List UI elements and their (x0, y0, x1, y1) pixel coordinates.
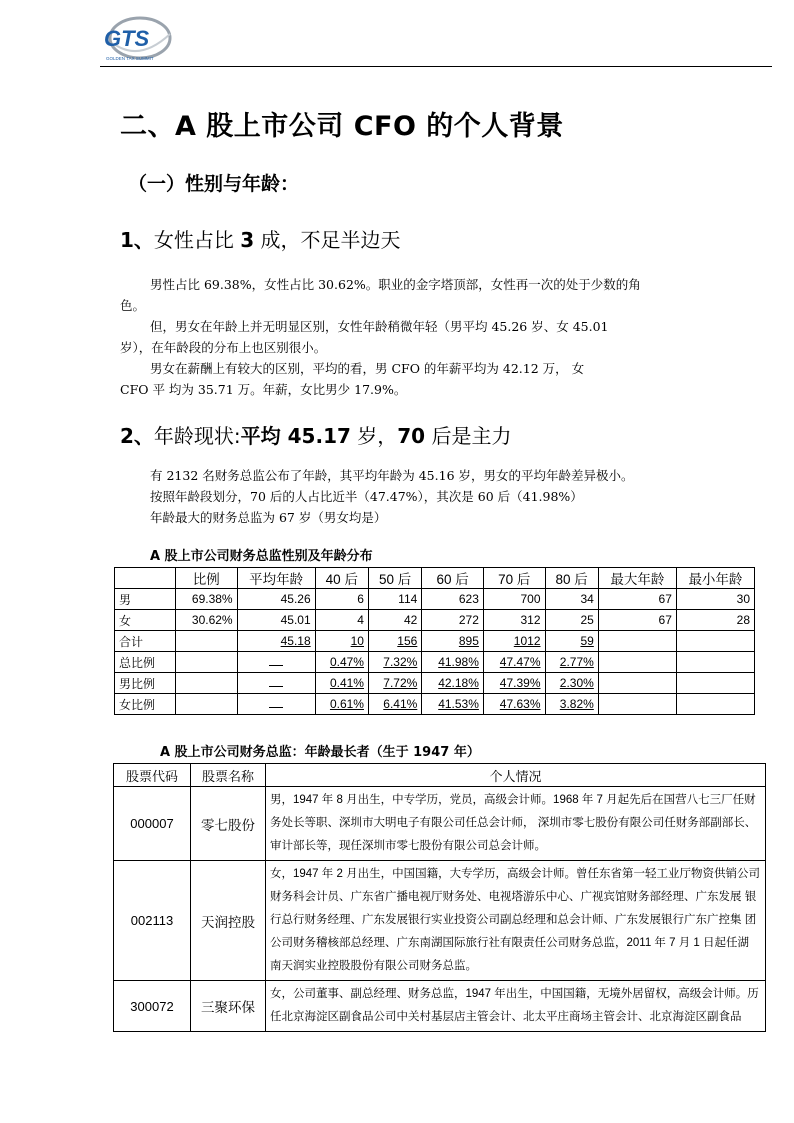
table-cell (545, 673, 598, 694)
table-cell (176, 652, 238, 673)
table-cell: 312 (483, 610, 545, 631)
profile-cell: 男，1947 年 8 月出生，中专学历，党员，高级会计师。1968 年 7 月起先后在国营八七三厂任财务处长等职、深圳市大明电子有限公司任总会计师， 深圳市零七股份有限公司任财务部副部长、审计部长等，现任深圳市零七股份有限公司总会计师。 (266, 787, 766, 861)
table-cell: 30.62% (176, 610, 238, 631)
table-cell (598, 673, 676, 694)
table-cell: 623 (422, 589, 484, 610)
cell-value: 41.53% (438, 697, 479, 711)
cell-value: 895 (458, 634, 479, 648)
row-label: 男 (115, 589, 176, 610)
table-row (114, 787, 766, 861)
column-header: 比例 (176, 568, 238, 589)
column-header: 最小年龄 (676, 568, 754, 589)
column-header: 股票代码 (114, 764, 191, 787)
subheading-2-text-c: 后是主力 (425, 424, 512, 448)
cell-value: 7.32% (383, 655, 418, 669)
table-cell (422, 631, 484, 652)
column-header: 个人情况 (266, 764, 766, 787)
cell-value: 2.30% (559, 676, 594, 690)
paragraph-line: CFO 平 均为 35.71 万。年薪，女比男少 17.9%。 (120, 382, 407, 397)
table-cell (315, 652, 368, 673)
subheading-2-text-a: 年龄现状: (153, 424, 241, 448)
header-rule (100, 66, 772, 67)
table-cell (368, 652, 421, 673)
profile-cell: 女，1947 年 2 月出生，中国国籍，大专学历，高级会计师。曾任东省第一轻工业厅物资供销公司财务科会计员、广东省广播电视厅财务处、电视塔游乐中心、广视宾馆财务部经理、广东发展 银行总行财务经理、广东发展银行实业投资公司副总经理和总会计师、广东发展银行广东广控集 团公司财务稽核部总经理、广东南湖国际旅行社有限责任公司财务总监，2011 年 7 月 1 日起任湖 南天润实业控股股份有限公司财务总监。 (266, 861, 766, 981)
cell-value: 47.47% (499, 655, 541, 669)
row-label: 合计 (115, 631, 176, 652)
table-cell (176, 694, 238, 715)
table-cell (315, 631, 368, 652)
table-cell (315, 694, 368, 715)
table-cell (237, 694, 315, 715)
dash-mark (269, 699, 283, 708)
stock-code-cell: 002113 (114, 861, 191, 981)
column-header: 80 后 (545, 568, 598, 589)
paragraph-line: 但，男女在年龄上并无明显区别，女性年龄稍微年轻（男平均 45.26 岁、女 45.01 (150, 319, 609, 334)
paragraph-line: 年龄最大的财务总监为 67 岁（男女均是） (150, 510, 387, 525)
column-header: 60 后 (422, 568, 484, 589)
subheading-2-number: 2、 (120, 424, 154, 448)
page-title: 二、A 股上市公司 CFO 的个人背景 (120, 111, 564, 142)
gender-age-table (114, 567, 755, 715)
cell-value: 0.47% (329, 655, 364, 669)
stock-name-cell: 天润控股 (191, 861, 266, 981)
cell-value: 2.77% (559, 655, 594, 669)
subheading-2-text-b: 岁， (350, 424, 398, 448)
page-header (0, 0, 794, 70)
svg-text:GTS: GTS (104, 26, 150, 51)
table-cell (368, 631, 421, 652)
column-header: 70 后 (483, 568, 545, 589)
paragraph-line: 色。 (120, 298, 146, 313)
paragraph-line: 按照年龄段划分，70 后的人占比近半（47.47%），其次是 60 后（41.98%） (150, 489, 583, 504)
table-header-row (114, 764, 766, 787)
svg-text:GOLDEN TAX SUMMIT: GOLDEN TAX SUMMIT (106, 56, 154, 61)
cell-value: 59 (580, 634, 594, 648)
table-cell (676, 631, 754, 652)
table-cell: 25 (545, 610, 598, 631)
gts-logo (100, 14, 174, 66)
table-cell: 34 (545, 589, 598, 610)
cell-value: 45.18 (280, 634, 311, 648)
subheading-1-text-b: 成，不足半边天 (254, 228, 401, 252)
row-label: 女 (115, 610, 176, 631)
cell-value: 10 (350, 634, 364, 648)
cell-value: 0.61% (329, 697, 364, 711)
table-row (115, 610, 755, 631)
cell-value: 3.82% (559, 697, 594, 711)
paragraph-line: 有 2132 名财务总监公布了年龄，其平均年龄为 45.16 岁，男女的平均年龄差异极小。 (150, 468, 634, 483)
column-header: 40 后 (315, 568, 368, 589)
table1-caption: A 股上市公司财务总监性别及年龄分布 (150, 549, 373, 564)
subheading-1 (120, 224, 401, 253)
table-cell (237, 652, 315, 673)
cell-value: 41.98% (438, 655, 479, 669)
table-row (115, 631, 755, 652)
cell-value: 7.72% (383, 676, 418, 690)
table-cell (676, 694, 754, 715)
table-row (115, 652, 755, 673)
oldest-cfo-table (113, 763, 766, 1032)
subheading-1-bold: 3 (240, 228, 255, 252)
table-cell: 67 (598, 610, 676, 631)
stock-name-cell: 三聚环保 (191, 981, 266, 1032)
table-row (114, 981, 766, 1032)
section-heading: （一）性别与年龄： (128, 173, 300, 195)
paragraph-line: 男女在薪酬上有较大的区别，平均的看，男 CFO 的年薪平均为 42.12 万， 女 (150, 361, 585, 376)
subheading-2 (120, 420, 511, 449)
cell-value: 156 (397, 634, 418, 648)
table-cell (545, 694, 598, 715)
table-row (115, 673, 755, 694)
stock-code-cell: 000007 (114, 787, 191, 861)
table-cell: 28 (676, 610, 754, 631)
table-cell (368, 673, 421, 694)
table-cell (176, 673, 238, 694)
cell-value: 1012 (513, 634, 541, 648)
table2-caption: A 股上市公司财务总监：年龄最长者（生于 1947 年） (160, 745, 480, 760)
column-header: 最大年龄 (598, 568, 676, 589)
row-label: 男比例 (115, 673, 176, 694)
table-cell (176, 631, 238, 652)
table-cell (545, 652, 598, 673)
table-cell: 42 (368, 610, 421, 631)
table-row (115, 589, 755, 610)
cell-value: 6.41% (383, 697, 418, 711)
table-cell (483, 631, 545, 652)
table-cell (598, 631, 676, 652)
profile-cell: 女，公司董事、副总经理、财务总监，1947 年出生，中国国籍，无境外居留权，高级会计师。历任北京海淀区副食品公司中关村基层店主管会计、北太平庄商场主管会计、北京海淀区副食品 (266, 981, 766, 1032)
table-cell: 700 (483, 589, 545, 610)
dash-mark (269, 657, 283, 666)
table-cell: 45.26 (237, 589, 315, 610)
cell-value: 42.18% (438, 676, 479, 690)
table-cell: 30 (676, 589, 754, 610)
dash-mark (269, 678, 283, 687)
table-cell (422, 652, 484, 673)
row-label: 总比例 (115, 652, 176, 673)
table-cell (676, 652, 754, 673)
table-cell: 45.01 (237, 610, 315, 631)
table-cell: 69.38% (176, 589, 238, 610)
table-cell: 6 (315, 589, 368, 610)
table-cell (598, 694, 676, 715)
cell-value: 47.39% (499, 676, 541, 690)
table-cell (598, 652, 676, 673)
table-cell (368, 694, 421, 715)
paragraph-line: 岁），在年龄段的分布上也区别很小。 (120, 340, 327, 355)
column-header: 50 后 (368, 568, 421, 589)
table-cell (422, 673, 484, 694)
table-cell (483, 673, 545, 694)
table-cell (545, 631, 598, 652)
subheading-1-number: 1、 (120, 228, 154, 252)
table-cell: 67 (598, 589, 676, 610)
column-header (115, 568, 176, 589)
subheading-2-bold-a: 平均 45.17 (240, 424, 351, 448)
table-cell: 4 (315, 610, 368, 631)
row-label: 女比例 (115, 694, 176, 715)
table-cell (483, 694, 545, 715)
table-cell (315, 673, 368, 694)
subheading-2-bold-b: 70 (397, 424, 426, 448)
table-cell (237, 631, 315, 652)
cell-value: 47.63% (499, 697, 541, 711)
subheading-1-text-a: 女性占比 (153, 228, 241, 252)
table-row (114, 861, 766, 981)
table-cell (676, 673, 754, 694)
table-cell (237, 673, 315, 694)
column-header: 平均年龄 (237, 568, 315, 589)
stock-code-cell: 300072 (114, 981, 191, 1032)
stock-name-cell: 零七股份 (191, 787, 266, 861)
table-header-row (115, 568, 755, 589)
column-header: 股票名称 (191, 764, 266, 787)
table-cell: 114 (368, 589, 421, 610)
table-cell: 272 (422, 610, 484, 631)
table-cell (422, 694, 484, 715)
table-cell (483, 652, 545, 673)
cell-value: 0.41% (329, 676, 364, 690)
paragraph-line: 男性占比 69.38%，女性占比 30.62%。职业的金字塔顶部，女性再一次的处于少数的角 (150, 277, 641, 292)
table-row (115, 694, 755, 715)
